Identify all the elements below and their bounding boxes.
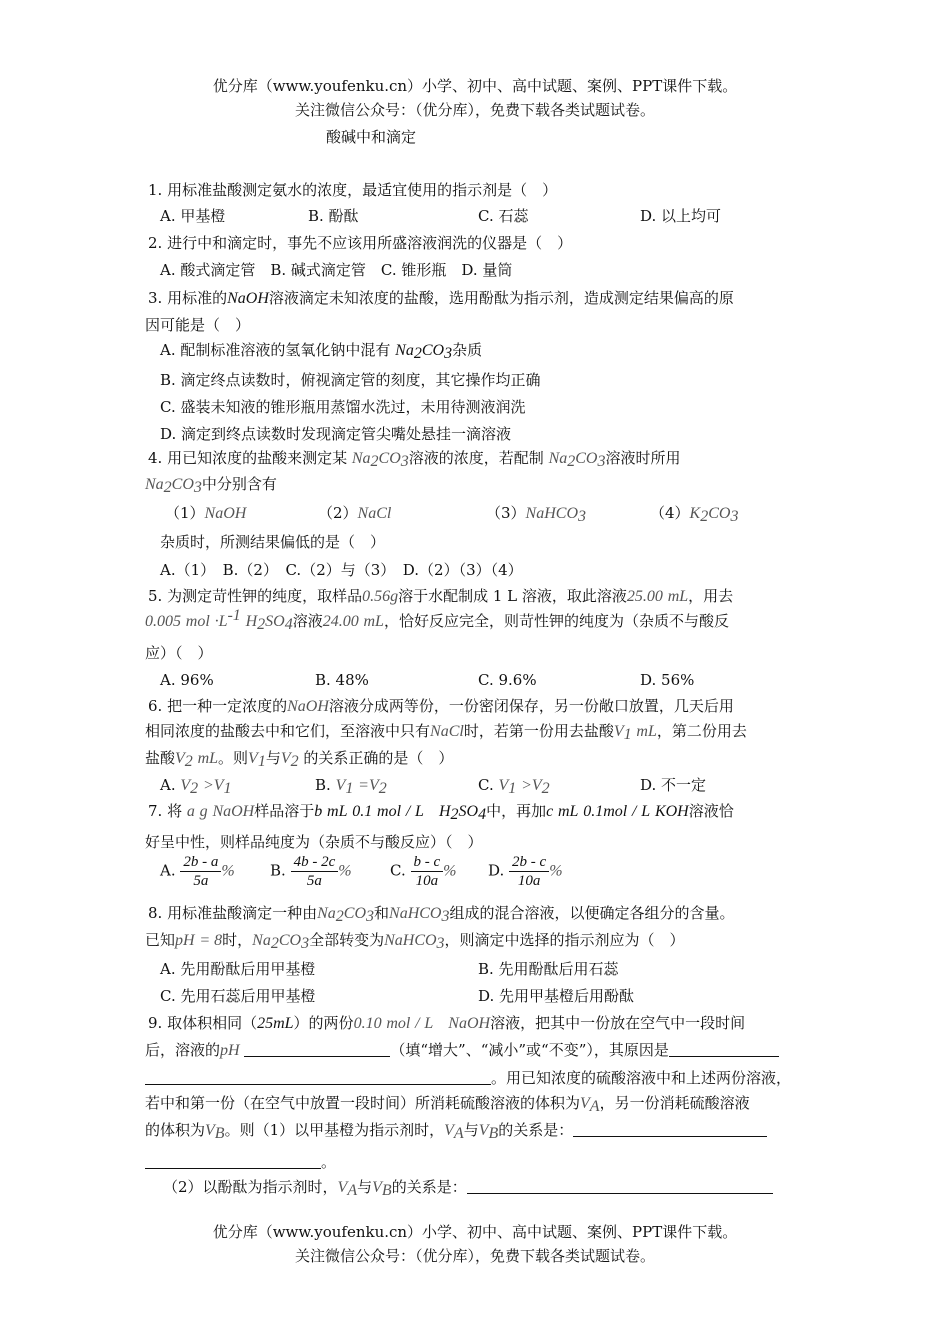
q7-stem-line2: 好呈中性，则样品纯度为（杂质不与酸反应）（ ） <box>145 833 483 851</box>
footer-line-2: 关注微信公众号：（优分库），免费下载各类试题试卷。 <box>294 1247 655 1265</box>
q3-option-d: D. 滴定到终点读数时发现滴定管尖嘴处悬挂一滴溶液 <box>160 425 512 443</box>
q4-impurity-3: （3）NaHCO$_3$ <box>486 504 586 525</box>
q7-option-b: B. $\frac{4b - 2c}{5a}$ % <box>270 854 352 889</box>
q8-stem-line2: 已知pH = 8时，$Na_2CO_3$全部转变为NaHCO$_3$，则滴定中选择的指示剂应为（ ） <box>145 931 685 952</box>
q5-option-b: B. 48% <box>315 671 369 689</box>
q7-option-a: A. $\frac{2b - a}{5a}$ % <box>160 854 235 889</box>
q3-option-b: B. 滴定终点读数时，俯视滴定管的刻度，其它操作均正确 <box>160 371 541 389</box>
q9-relation1-blank-cont[interactable] <box>145 1154 321 1169</box>
q1-stem: 1. 用标准盐酸测定氨水的浓度，最适宜使用的指示剂是（ ） <box>148 181 558 199</box>
q6-stem: 6. 把一种一定浓度的NaOH溶液分成两等份，一份密闭保存，另一份敞口放置，几天后用 <box>148 697 734 715</box>
q3-stem: 3. 用标准的NaOH溶液滴定未知浓度的盐酸，选用酚酞为指示剂，造成测定结果偏高的原 <box>148 289 734 307</box>
q7-option-c: C. $\frac{b - c}{10a}$ % <box>390 854 457 889</box>
q3-stem-line2: 因可能是（ ） <box>145 316 251 334</box>
q8-stem: 8. 用标准盐酸滴定一种由$Na_2CO_3$和NaHCO$_3$组成的混合溶液，以便确定各组分的含量。 <box>148 904 735 925</box>
q2-options: A. 酸式滴定管 B. 碱式滴定管 C. 锥形瓶 D. 量筒 <box>160 261 513 279</box>
footer-line-1: 优分库（www.youfenku.cn）小学、初中、高中试题、案例、PPT课件下载。 <box>212 1223 738 1241</box>
q9-line6: 。 <box>145 1152 336 1172</box>
q7-option-d: D. $\frac{2b - c}{10a}$ % <box>488 854 563 889</box>
header-line-1: 优分库（www.youfenku.cn）小学、初中、高中试题、案例、PPT课件下载。 <box>212 77 738 95</box>
q9-line5: 的体积为$V_B$。则（1）以甲基橙为指示剂时，$V_A$与$V_B$的关系是： <box>145 1120 767 1141</box>
q5-stem: 5. 为测定苛性钾的纯度，取样品0.56g溶于水配制成 1 L 溶液，取此溶液25.00 mL，用去 <box>148 587 734 605</box>
q7-stem: 7. 将 a g NaOH样品溶于b mL 0.1 mol / L $H_2SO_4$中，再加c mL 0.1mol / L KOH溶液恰 <box>148 802 734 823</box>
q5-option-c: C. 9.6% <box>478 671 537 689</box>
q5-option-a: A. 96% <box>160 671 214 689</box>
page-title: 酸碱中和滴定 <box>326 128 417 146</box>
q6-stem-line3: 盐酸$V_2$ mL。则$V_1$与$V_2$ 的关系正确的是（ ） <box>145 749 454 770</box>
q1-option-b: B. 酚酞 <box>308 207 359 225</box>
q4-stem-line2: $Na_2CO_3$中分别含有 <box>145 475 277 496</box>
q6-stem-line2: 相同浓度的盐酸去中和它们，至溶液中只有NaCl时，若第一份用去盐酸$V_1$ mL，第二份用去 <box>145 722 747 743</box>
q3-option-c: C. 盛装未知液的锥形瓶用蒸馏水洗过，未用待测液润洗 <box>160 398 526 416</box>
q4-tail: 杂质时，所测结果偏低的是（ ） <box>160 533 386 551</box>
q9-line2: 后，溶液的pH （填“增大”、“减小”或“不变”），其原因是 <box>145 1040 779 1061</box>
q8-option-b: B. 先用酚酞后用石蕊 <box>478 960 619 978</box>
q4-options: A.（1） B.（2） C.（2）与（3） D.（2）（3）（4） <box>160 561 523 579</box>
q4-impurity-4: $(4)K_2CO_3$ <box>650 504 739 525</box>
q9-reason-blank-cont[interactable] <box>145 1070 491 1085</box>
q6-option-d: D. 不一定 <box>640 776 707 794</box>
q8-option-a: A. 先用酚酞后用甲基橙 <box>160 960 316 978</box>
q1-option-a: A. 甲基橙 <box>160 207 226 225</box>
q9-stem: 9. 取体积相同（25mL）的两份0.10 mol / L NaOH溶液，把其中一份放在空气中一段时间 <box>148 1014 746 1032</box>
q2-stem: 2. 进行中和滴定时，事先不应该用所盛溶液润洗的仪器是（ ） <box>148 234 573 252</box>
q8-option-c: C. 先用石蕊后用甲基橙 <box>160 987 316 1005</box>
q4-impurity-2: （2）NaCl <box>318 504 392 522</box>
q6-option-c: C. $V_1 >V_2$ <box>478 776 550 797</box>
q5-stem-line3: 应）（ ） <box>145 644 213 662</box>
q9-line3: 。用已知浓度的硫酸溶液中和上述两份溶液， <box>145 1068 791 1088</box>
q9-relation1-blank[interactable] <box>573 1122 767 1137</box>
q4-impurity-1: （1）NaOH <box>165 504 247 522</box>
q9-line4: 若中和第一份（在空气中放置一段时间）所消耗硫酸溶液的体积为$V_A$，另一份消耗硫酸溶液 <box>145 1094 750 1115</box>
q8-option-d: D. 先用甲基橙后用酚酞 <box>478 987 635 1005</box>
q9-reason-blank[interactable] <box>669 1042 779 1057</box>
q1-option-c: C. 石蕊 <box>478 207 529 225</box>
q1-option-d: D. 以上均可 <box>640 207 722 225</box>
q5-stem-line2: 0.005 mol $\cdot L^{-1}$ $H_2SO_4$溶液24.00 mL，恰好反应完全，则苛性钾的纯度为（杂质不与酸反 <box>145 607 729 633</box>
q4-stem: 4. 用已知浓度的盐酸来测定某 $Na_2CO_3$溶液的浓度，若配制 $Na_2CO_3$溶液时所用 <box>148 449 681 470</box>
q9-line7: （2）以酚酞为指示剂时，$V_A$与$V_B$的关系是： <box>163 1177 773 1198</box>
q5-option-d: D. 56% <box>640 671 695 689</box>
q6-option-b: B. $V_1 =V_2$ <box>315 776 387 797</box>
header-line-2: 关注微信公众号：（优分库），免费下载各类试题试卷。 <box>294 101 655 119</box>
q6-option-a: A. $V_2 >V_1$ <box>160 776 232 797</box>
q3-option-a: A. 配制标准溶液的氢氧化钠中混有 $Na_2CO_3$杂质 <box>160 341 483 362</box>
q9-relation2-blank[interactable] <box>467 1179 773 1194</box>
q9-ph-blank[interactable] <box>244 1042 390 1057</box>
